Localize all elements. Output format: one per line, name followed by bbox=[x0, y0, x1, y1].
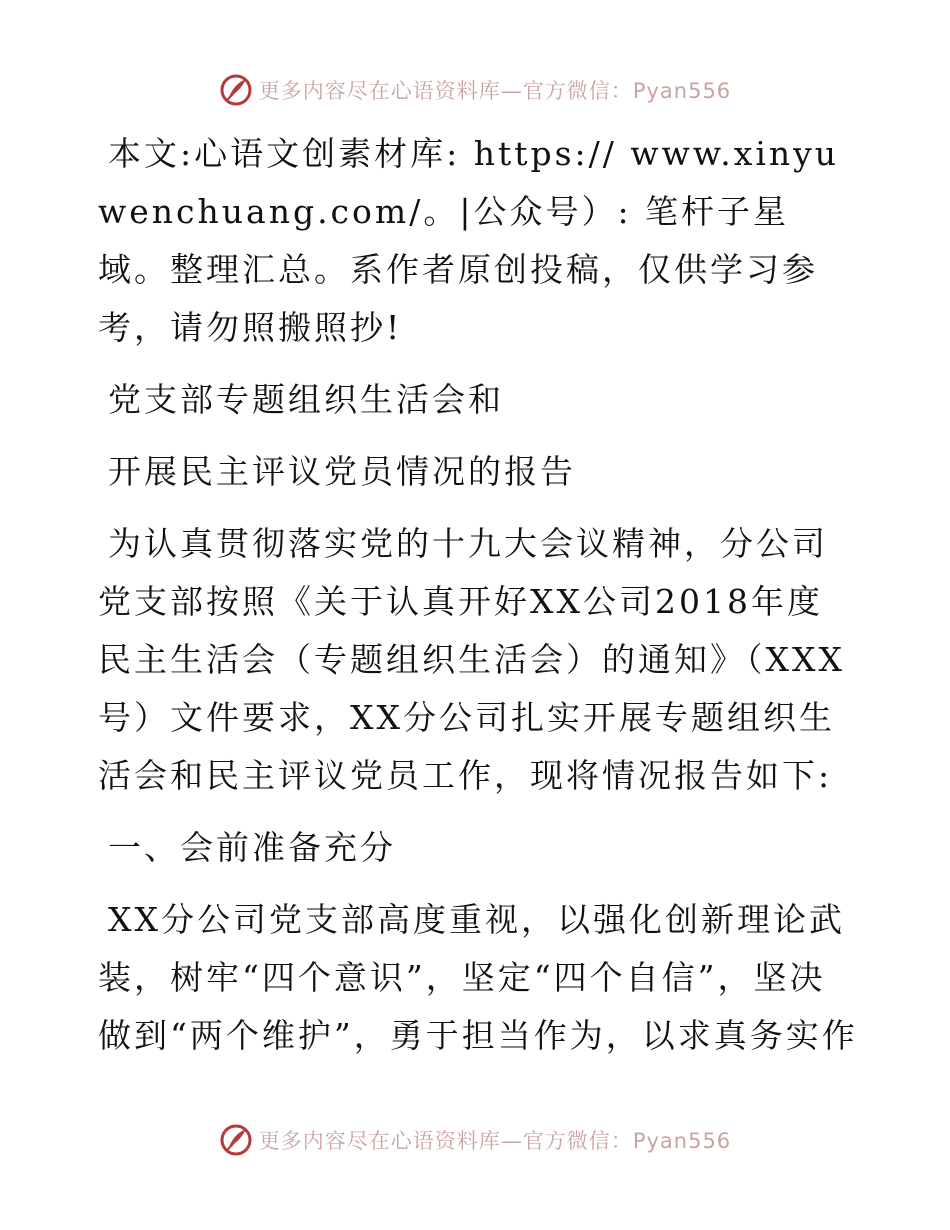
banner-dash: — bbox=[500, 79, 523, 103]
feather-logo-icon bbox=[219, 73, 253, 107]
header-banner-text bbox=[259, 75, 731, 105]
banner-dash: — bbox=[500, 1129, 523, 1153]
banner-contact-id: Pyan556 bbox=[632, 79, 732, 103]
header-watermark-banner bbox=[0, 68, 950, 112]
title-line-1: 党支部专题组织生活会和 bbox=[108, 380, 504, 419]
intro-paragraph: 本文:心语文创素材库: https:// www.xinyuwenchuang.com/。|公众号）: 笔杆子星域。整理汇总。系作者原创投稿，仅供学习参考，请勿照搬照抄! bbox=[98, 134, 840, 347]
title-line-2: 开展民主评议党员情况的报告 bbox=[108, 452, 576, 491]
document-body bbox=[98, 125, 858, 1065]
banner-site-name: 更多内容尽在心语资料库 bbox=[258, 79, 501, 103]
paragraph-2: XX分公司党支部高度重视，以强化创新理论武装，树牢“四个意识”，坚定“四个自信”，坚决做到“两个维护”，勇于担当作为，以求真务实作 bbox=[98, 900, 858, 1055]
feather-logo-icon bbox=[219, 1123, 253, 1157]
banner-contact-id: Pyan556 bbox=[632, 1129, 732, 1153]
footer-watermark-banner bbox=[0, 1118, 950, 1162]
section-1-heading: 一、会前准备充分 bbox=[108, 828, 396, 867]
banner-contact-label: 官方微信： bbox=[522, 1129, 633, 1153]
paragraph-1: 为认真贯彻落实党的十九大会议精神，分公司党支部按照《关于认真开好XX公司2018年度民主生活会（专题组织生活会）的通知》（XXX号）文件要求，XX分公司扎实开展专题组织生活会和民主评议党员工作，现将情况报告如下: bbox=[98, 524, 845, 795]
banner-site-name: 更多内容尽在心语资料库 bbox=[258, 1129, 501, 1153]
banner-contact-label: 官方微信： bbox=[522, 79, 633, 103]
footer-banner-text bbox=[259, 1125, 731, 1155]
